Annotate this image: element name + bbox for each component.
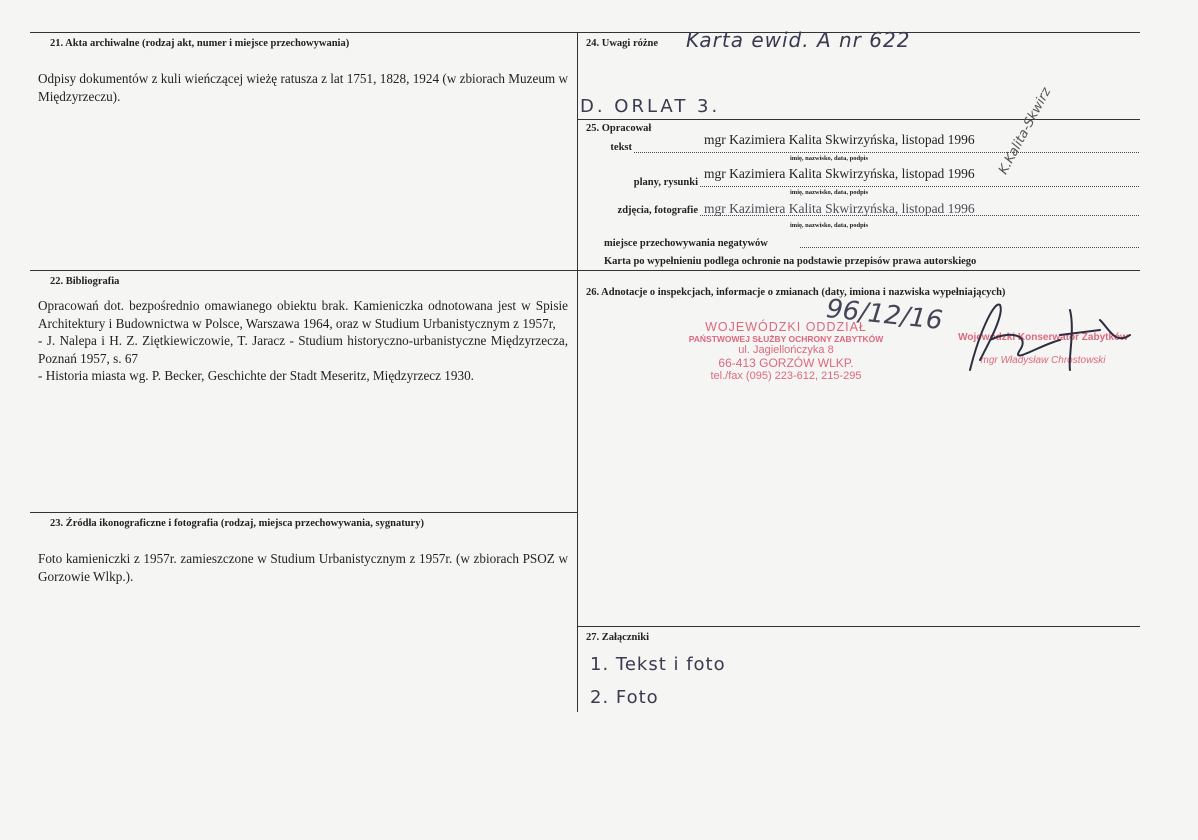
conservator-signature <box>950 290 1140 380</box>
negatives-label: miejsce przechowywania negatywów <box>604 238 768 249</box>
section-21-text: Odpisy dokumentów z kuli wieńczącej wieżę ratusza z lat 1751, 1828, 1924 (w zbiorach Muzeum w Międzyrzeczu). <box>38 71 568 104</box>
section-23-text: Foto kamieniczki z 1957r. zamieszczone w Studium Urbanistycznym z 1957r. (w zbiorach PSOZ w Gorzowie Wlkp.). <box>38 551 568 584</box>
stamp-line: tel./fax (095) 223-612, 215-295 <box>710 370 862 382</box>
office-stamp <box>676 320 896 382</box>
stamp-line: mgr Władysław Chrostowski <box>980 355 1106 366</box>
inspection-date: 96/12/16 <box>824 293 945 337</box>
attachment-item: 2. Foto <box>590 687 659 708</box>
attachment-item: 1. Tekst i foto <box>590 654 726 675</box>
field-hint: imię, nazwisko, data, podpis <box>790 155 869 162</box>
rule-26-27 <box>577 626 1140 627</box>
dotted-line <box>700 185 1139 187</box>
section-21-header: 21. Akta archiwalne (rodzaj akt, numer i miejsce przechowywania) <box>50 38 350 49</box>
row-label-drawings: plany, rysunki <box>633 177 698 188</box>
handwritten-address: D. ORLAT 3. <box>580 96 721 117</box>
field-hint: imię, nazwisko, data, podpis <box>790 222 869 229</box>
author-signature: K.Kalita-Skwirz <box>996 85 1055 178</box>
section-26-header: 26. Adnotacje o inspekcjach, informacje o zmianach (daty, imiona i nazwiska wypełniających) <box>586 287 1006 298</box>
bibliography-entry: - J. Nalepa i H. Z. Ziętkiewiczowie, T. Jaracz - Studium historyczno-urbanistyczne Międzyrzecza, Poznań 1957, s. 67 <box>38 333 568 366</box>
stamp-line: WOJEWÓDZKI ODDZIAŁ <box>705 320 867 334</box>
top-rule <box>30 32 1140 33</box>
center-divider <box>577 32 578 712</box>
rule-24-25 <box>577 119 1140 120</box>
section-22-text <box>38 297 568 385</box>
row-label-text: tekst <box>610 142 632 153</box>
rule-21-22 <box>30 270 577 271</box>
author-value-text: mgr Kazimiera Kalita Skwirzyńska, listopad 1996 <box>704 132 975 147</box>
section-27-header: 27. Załączniki <box>586 632 650 643</box>
section-23-header: 23. Źródła ikonograficzne i fotografia (rodzaj, miejsca przechowywania, sygnatury) <box>50 518 424 529</box>
bibliography-entry: Opracowań dot. bezpośrednio omawianego obiektu brak. Kamieniczka odnotowana jest w Spisie Architektury i Budownictwa w Polsce, Warszawa 1964, oraz w Studium Urbanistycznym z 1957r, <box>38 298 568 331</box>
author-value-photos: mgr Kazimiera Kalita Skwirzyńska, listopad 1996 <box>704 201 975 216</box>
dotted-line <box>634 151 1139 153</box>
rule-25-26 <box>577 270 1140 271</box>
row-label-photos: zdjęcia, fotografie <box>617 205 698 216</box>
section-22-header: 22. Bibliografia <box>50 276 120 287</box>
stamp-line: PAŃSTWOWEJ SŁUŻBY OCHRONY ZABYTKÓW <box>688 334 884 344</box>
handwritten-card-number: Karta ewid. A nr 622 <box>686 28 911 52</box>
bibliography-entry: - Historia miasta wg. P. Becker, Geschichte der Stadt Meseritz, Międzyrzecz 1930. <box>38 368 474 383</box>
section-25-header: 25. Opracował <box>586 123 652 134</box>
section-24-header: 24. Uwagi różne <box>586 38 659 49</box>
field-hint: imię, nazwisko, data, podpis <box>790 189 869 196</box>
stamp-line: Wojewódzki Konserwator Zabytków <box>958 332 1128 343</box>
dotted-line <box>800 246 1139 248</box>
rule-22-23 <box>30 512 577 513</box>
stamp-line: 66-413 GORZÓW WLKP. <box>718 356 854 370</box>
copyright-note: Karta po wypełnieniu podlega ochronie na podstawie przepisów prawa autorskiego <box>604 256 977 267</box>
author-value-drawings: mgr Kazimiera Kalita Skwirzyńska, listopad 1996 <box>704 166 975 181</box>
stamp-line: ul. Jagiellończyka 8 <box>738 344 834 356</box>
